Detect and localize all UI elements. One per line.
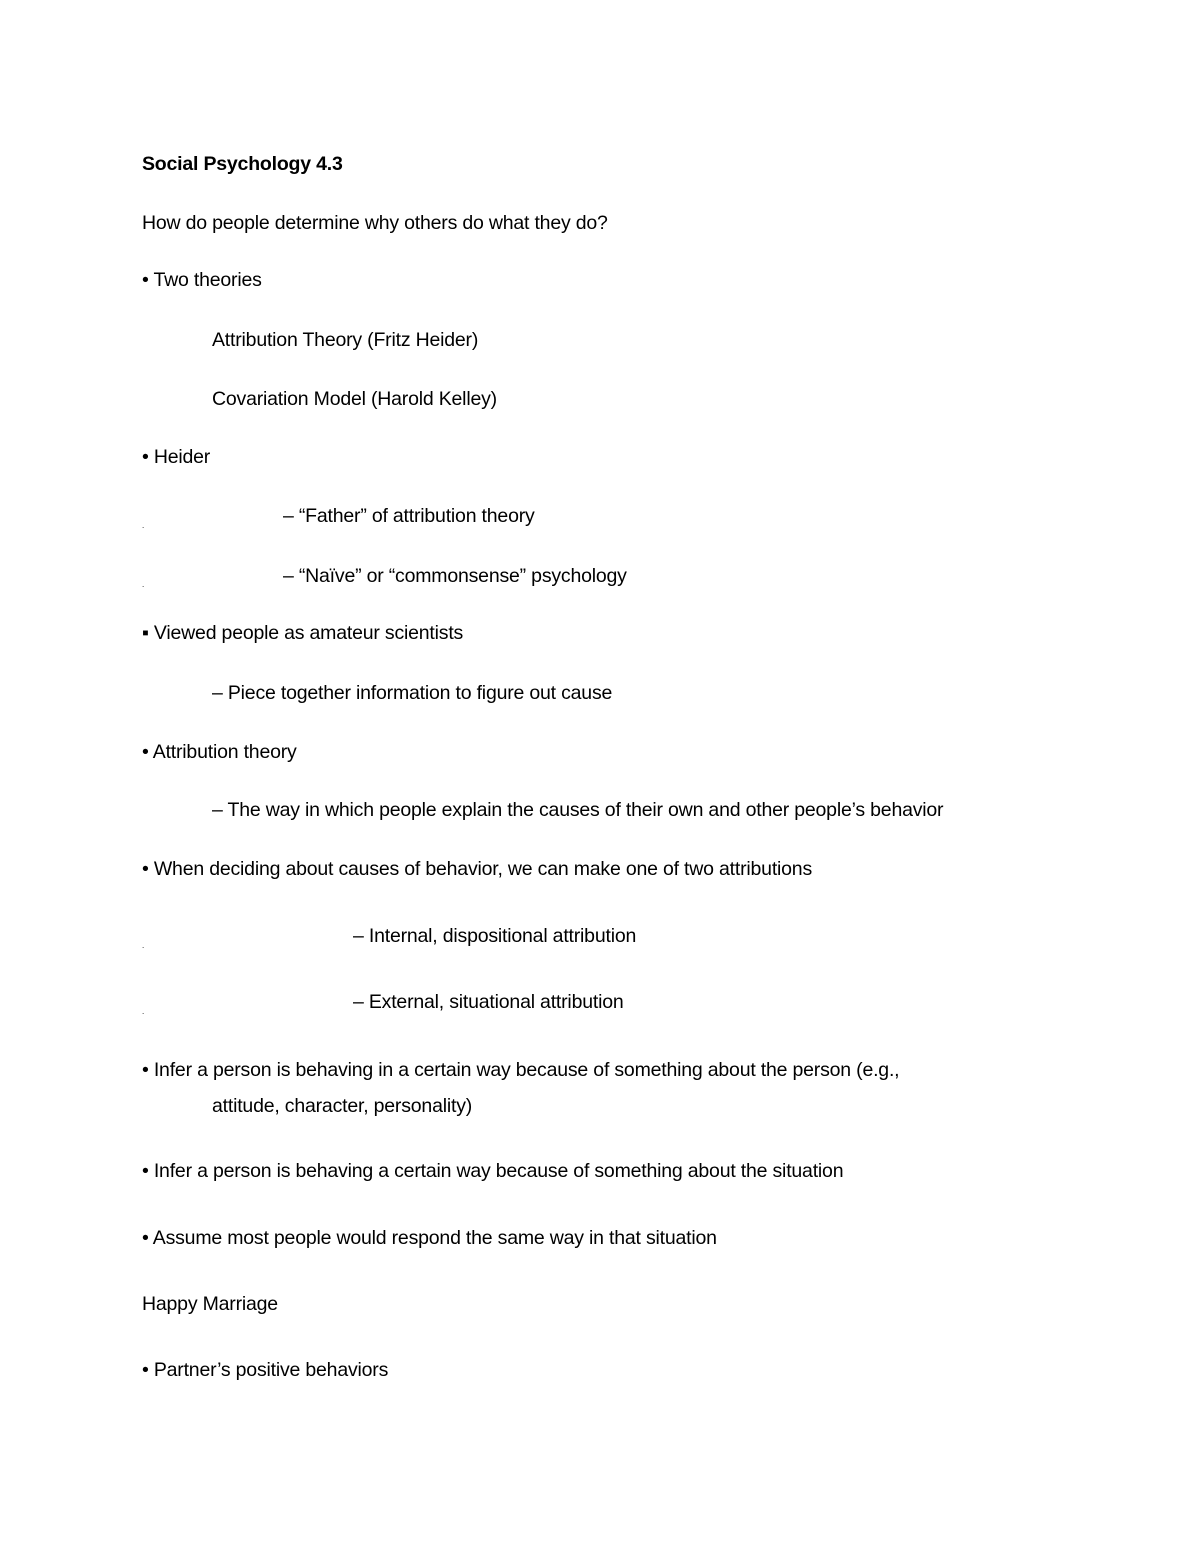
bullet-attribution-theory: • Attribution theory: [142, 741, 297, 763]
dash-item-external: – External, situational attribution: [353, 991, 624, 1013]
bullet-two-theories: • Two theories: [142, 269, 262, 291]
bullet-assume-most-people: • Assume most people would respond the same way in that situation: [142, 1227, 717, 1249]
section-heading-happy-marriage: Happy Marriage: [142, 1293, 278, 1315]
bullet-deciding-causes: • When deciding about causes of behavior, we can make one of two attributions: [142, 858, 813, 880]
bullet-positive-behaviors: • Partner’s positive behaviors: [142, 1359, 389, 1381]
bullet-amateur-scientists: ▪ Viewed people as amateur scientists: [142, 622, 464, 644]
bullet-infer-person: • Infer a person is behaving in a certain way because of something about the person (e.g.,: [142, 1059, 900, 1081]
dash-item-internal: – Internal, dispositional attribution: [353, 925, 637, 947]
dash-item-explain-causes: – The way in which people explain the causes of their own and other people’s behavior: [212, 799, 944, 821]
bullet-infer-person-continued: attitude, character, personality): [212, 1095, 473, 1117]
dash-item-naive: – “Naïve” or “commonsense” psychology: [283, 565, 627, 587]
sub-item-covariation-model: Covariation Model (Harold Kelley): [212, 388, 497, 410]
question-line: How do people determine why others do what they do?: [142, 212, 608, 234]
stray-mark: .: [142, 1007, 145, 1016]
document-title: Social Psychology 4.3: [142, 153, 343, 175]
stray-mark: .: [142, 521, 145, 530]
stray-mark: .: [142, 580, 145, 589]
bullet-heider: • Heider: [142, 446, 211, 468]
dash-item-father: – “Father” of attribution theory: [283, 505, 535, 527]
bullet-infer-situation: • Infer a person is behaving a certain way because of something about the situation: [142, 1160, 844, 1182]
dash-item-piece-together: – Piece together information to figure out cause: [212, 682, 613, 704]
sub-item-attribution-theory: Attribution Theory (Fritz Heider): [212, 329, 479, 351]
stray-mark: .: [142, 941, 145, 950]
